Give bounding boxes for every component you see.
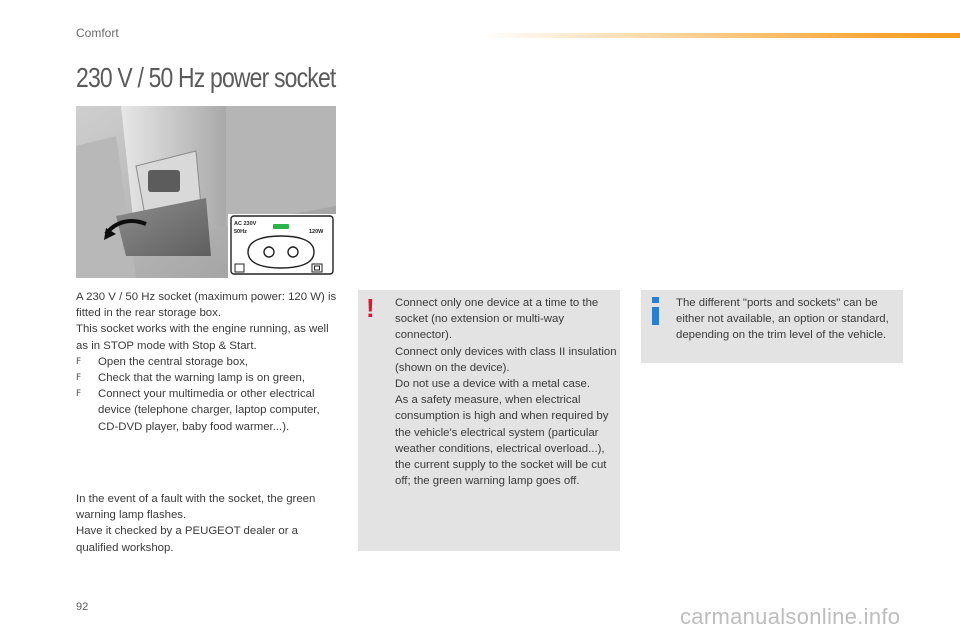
step-text: Connect your multimedia or other electrical device (telephone charger, laptop computer, CD-DVD player, baby food warmer...).: [98, 388, 320, 433]
exclamation-icon: !: [366, 293, 375, 323]
fault-paragraph: In the event of a fault with the socket, the green warning lamp flashes.: [76, 493, 316, 522]
info-icon: [652, 297, 660, 325]
warning-line: Connect only one device at a time to the socket (no extension or multi-way connector).: [395, 297, 599, 342]
warning-box: [358, 290, 620, 551]
section-label: Comfort: [76, 26, 119, 40]
list-item: [76, 354, 338, 370]
bullet-icon: F: [76, 373, 82, 384]
warning-lamp-icon: [273, 224, 289, 229]
label-power: 120W: [309, 229, 324, 235]
step-text: Check that the warning lamp is on green,: [98, 372, 306, 385]
operation-paragraph: This socket works with the engine running, as well as in STOP mode with Stop & Start.: [76, 323, 329, 352]
list-item: [76, 370, 338, 386]
main-text-column: [76, 289, 338, 435]
info-text: The different "ports and sockets" can be either not available, an option or standard, depending on the trim level of the vehicle.: [676, 297, 889, 342]
dealer-paragraph: Have it checked by a PEUGEOT dealer or a qualified workshop.: [76, 525, 299, 554]
label-frequency: 50Hz: [234, 229, 247, 235]
steps-list: [76, 354, 338, 435]
list-item: [76, 386, 338, 435]
page-title: 230 V / 50 Hz power socket: [76, 62, 336, 93]
socket-illustration: [76, 106, 336, 278]
intro-paragraph: A 230 V / 50 Hz socket (maximum power: 120 W) is fitted in the rear storage box.: [76, 291, 337, 320]
label-voltage: AC 230V: [234, 221, 257, 227]
warning-line: As a safety measure, when electrical consumption is high and when required by the vehicle's electrical system (particular weather conditions, electrical overload...), the current supply to the socket will be cut off; the green warning lamp goes off.: [395, 394, 609, 488]
bullet-icon: F: [76, 389, 82, 400]
info-box: [641, 290, 903, 363]
page-number: 92: [76, 601, 89, 613]
step-text: Open the central storage box,: [98, 355, 249, 368]
warning-text: [395, 295, 617, 489]
section-accent-line: [480, 33, 960, 38]
fault-block: [76, 491, 338, 556]
bullet-icon: F: [76, 356, 82, 367]
socket-outline-icon: [248, 236, 314, 268]
warning-line: Connect only devices with class II insulation (shown on the device).: [395, 345, 617, 374]
socket-illustration-svg: [76, 106, 336, 278]
watermark: carmanualsonline.info: [680, 604, 901, 629]
warning-line: Do not use a device with a metal case.: [395, 378, 591, 391]
